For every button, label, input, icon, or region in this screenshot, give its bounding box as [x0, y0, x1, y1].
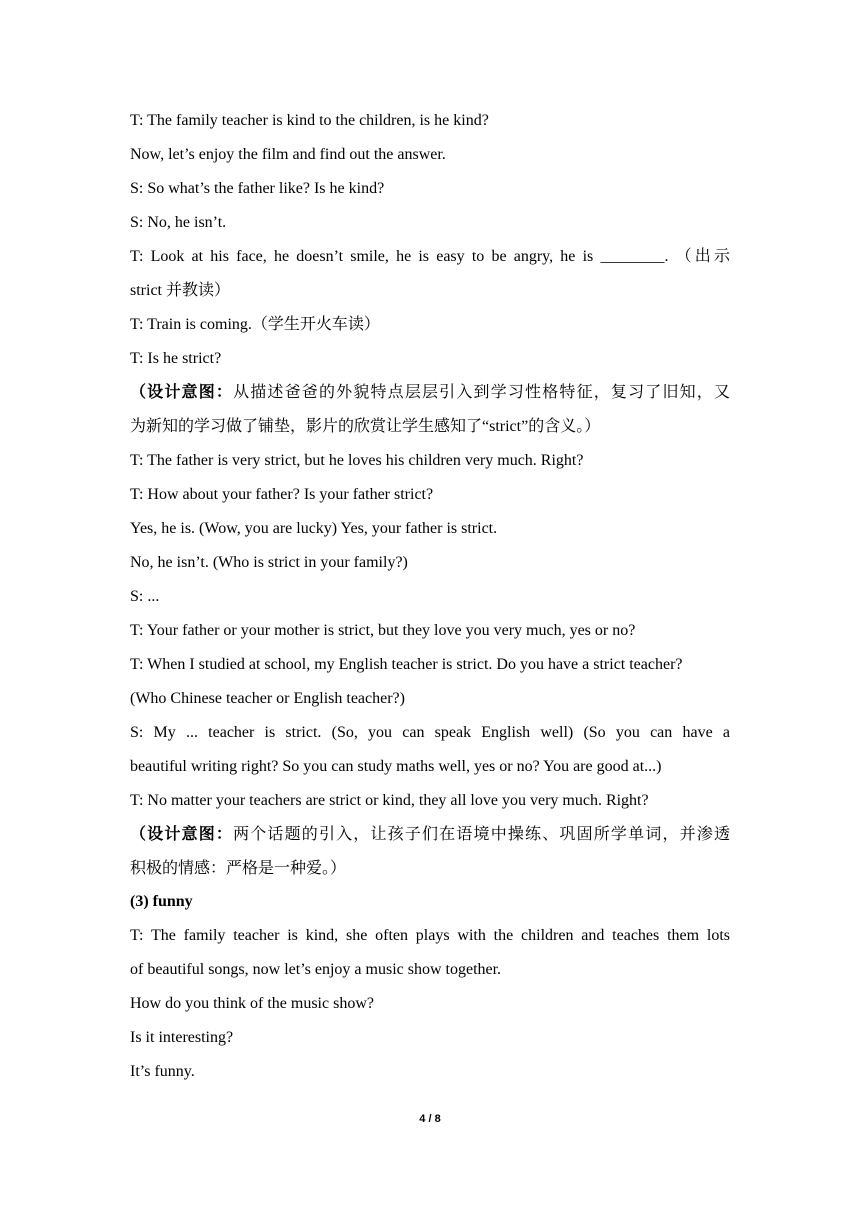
text-line: Is it interesting?: [130, 1029, 234, 1046]
text-line: It’s funny.: [130, 1063, 195, 1080]
page-number: 4 / 8: [419, 1113, 441, 1125]
text-line: T: When I studied at school, my English teacher is strict. Do you have a strict teacher?: [130, 656, 683, 673]
text-line: Now, let’s enjoy the film and find out the answer.: [130, 146, 446, 163]
text-line: Yes, he is. (Wow, you are lucky) Yes, your father is strict.: [130, 520, 498, 537]
design-intent-label: （设计意图：: [130, 384, 234, 401]
text-line: S: My ... teacher is strict. (So, you can speak English well) (So you can have a: [130, 724, 730, 741]
text-line: T: Your father or your mother is strict, but they love you very much, yes or no?: [130, 622, 636, 639]
text-line: T: The family teacher is kind to the children, is he kind?: [130, 112, 489, 129]
text-line: T: Train is coming.（学生开火车读）: [130, 316, 380, 333]
section-heading: (3) funny: [130, 893, 193, 910]
text-line: 为新知的学习做了铺垫，影片的欣赏让学生感知了“strict”的含义。）: [130, 418, 601, 435]
text-line: T: The family teacher is kind, she often plays with the children and teaches them lots: [130, 927, 730, 944]
text-line: beautiful writing right? So you can study maths well, yes or no? You are good at...): [130, 758, 662, 775]
text-line: strict 并教读）: [130, 282, 230, 299]
text-line: T: How about your father? Is your father strict?: [130, 486, 434, 503]
text-line: 积极的情感：严格是一种爱。）: [130, 860, 347, 877]
text-line: S: So what’s the father like? Is he kind?: [130, 180, 385, 197]
text-line: No, he isn’t. (Who is strict in your family?): [130, 554, 408, 571]
design-intent-paragraph: （设计意图：两个话题的引入，让孩子们在语境中操练、巩固所学单词，并渗透: [130, 826, 730, 843]
text-line: T: Look at his face, he doesn’t smile, he is easy to be angry, he is ________. （出示: [130, 248, 730, 265]
design-intent-paragraph: （设计意图：从描述爸爸的外貌特点层层引入到学习性格特征，复习了旧知，又: [130, 384, 730, 401]
text-line: (Who Chinese teacher or English teacher?): [130, 690, 405, 707]
text-line: T: The father is very strict, but he loves his children very much. Right?: [130, 452, 584, 469]
text-line: T: No matter your teachers are strict or kind, they all love you very much. Right?: [130, 792, 649, 809]
text-line: S: No, he isn’t.: [130, 214, 227, 231]
text-line: S: ...: [130, 588, 160, 605]
text-line: of beautiful songs, now let’s enjoy a music show together.: [130, 961, 502, 978]
design-intent-label: （设计意图：: [130, 826, 234, 843]
text-line: T: Is he strict?: [130, 350, 222, 367]
text-line: How do you think of the music show?: [130, 995, 374, 1012]
